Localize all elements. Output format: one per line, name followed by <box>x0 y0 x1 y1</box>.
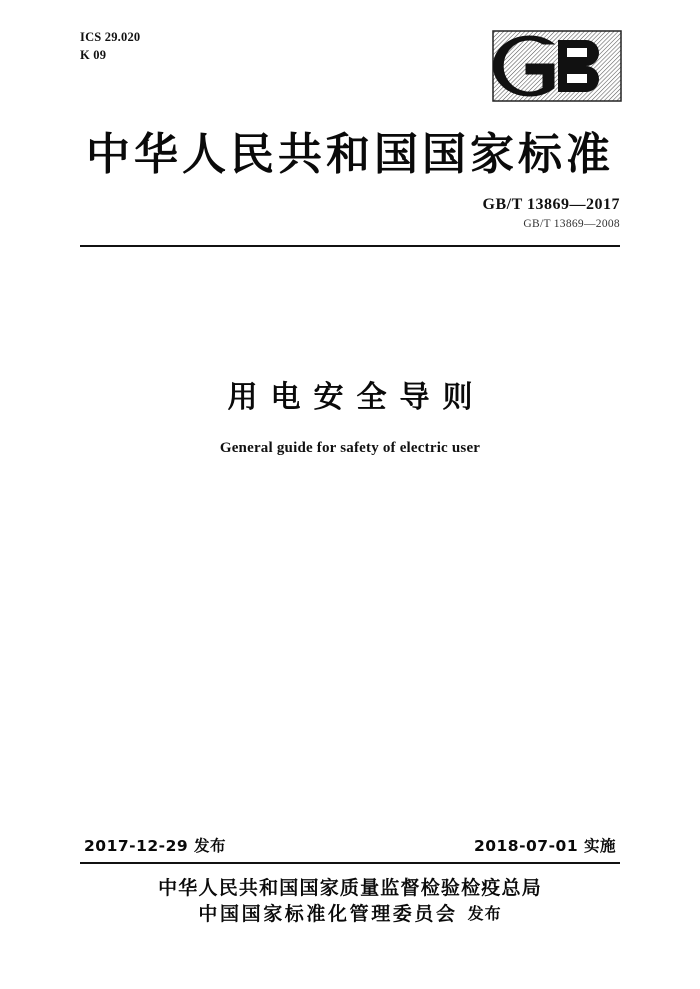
divider-top <box>80 245 620 247</box>
ics-classification-block <box>80 28 140 64</box>
issuer-organization-2 <box>0 902 700 928</box>
page-title: 中华人民共和国国家标准 <box>86 129 614 180</box>
divider-bottom <box>80 862 620 864</box>
classification-label: K <box>80 48 90 63</box>
publish-label: 发布 <box>467 903 502 923</box>
document-title-english: General guide for safety of electric user <box>219 440 481 456</box>
ics-label: ICS <box>80 30 102 44</box>
ics-line <box>80 28 140 46</box>
issuer-organization-2-label: 中国国家标准化管理委员会 <box>198 902 458 925</box>
issuer-organization-1: 中华人民共和国国家质量监督检验检疫总局 <box>158 877 542 899</box>
gb-logo-icon <box>492 30 622 102</box>
classification-value: 09 <box>93 48 107 63</box>
replaced-standard-number: GB/T 13869—2008 <box>523 218 620 230</box>
classification-line <box>80 46 140 64</box>
document-title-chinese: 用电安全导则 <box>227 380 486 415</box>
issue-date: 2017-12-29 发布 <box>84 837 227 855</box>
issuer-block <box>0 876 700 927</box>
ics-value: 29.020 <box>104 30 141 44</box>
effective-date: 2018-07-01 实施 <box>473 837 616 855</box>
standard-number: GB/T 13869—2017 <box>482 196 620 213</box>
